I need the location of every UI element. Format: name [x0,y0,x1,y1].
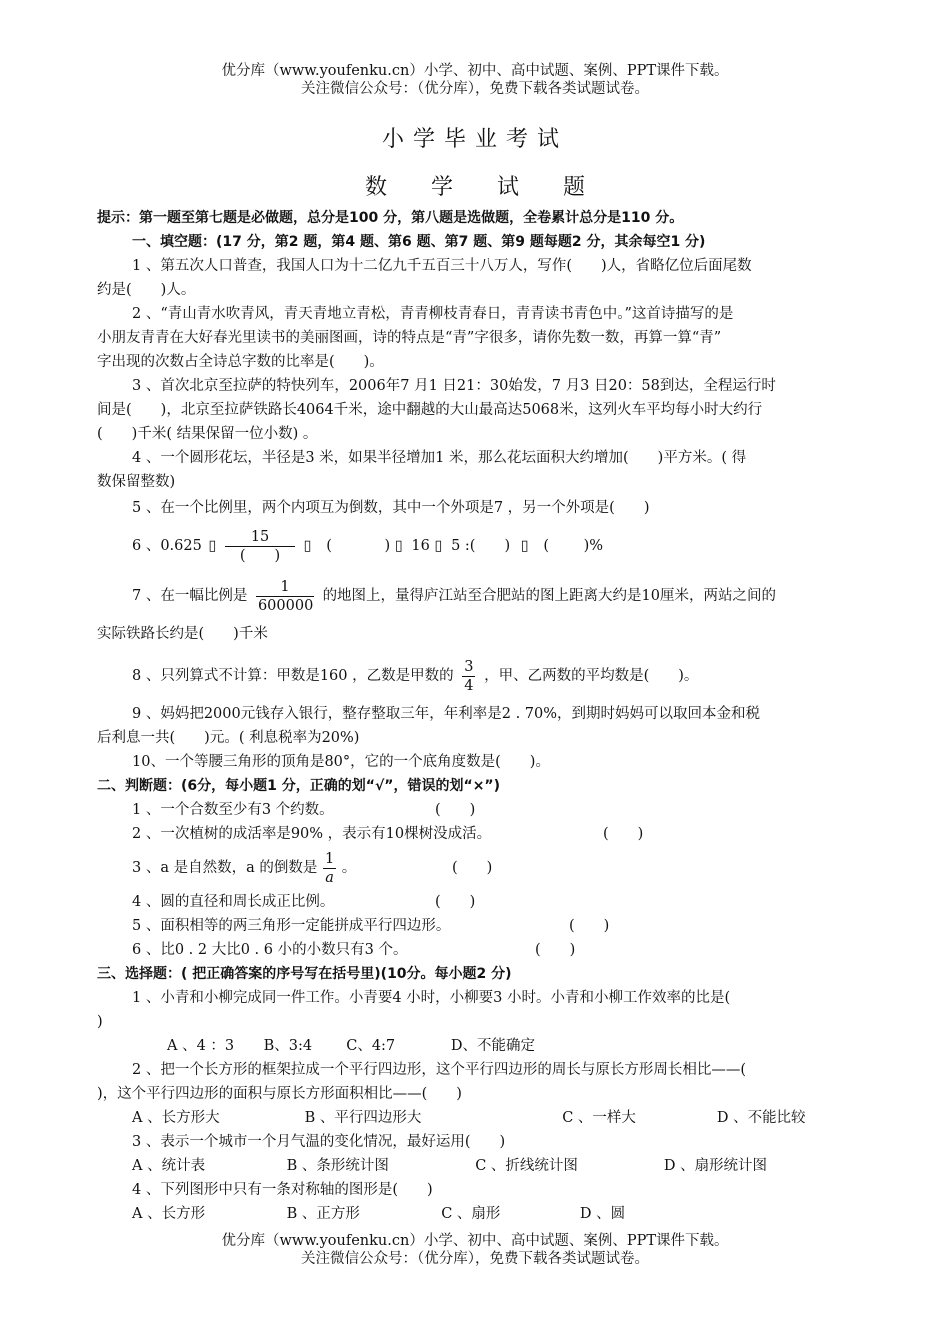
s2-q2-text: 2 、一次植树的成活率是90% ，表示有10棵树没成活。 [132,826,492,842]
equals-box-icon: ▯ [520,538,529,554]
s1-q10: 10、一个等腰三角形的顶角是80°，它的一个底角度数是( )。 [132,754,550,770]
s3-q1-line1: 1 、小青和小柳完成同一件工作。小青要4 小时，小柳要3 小时。小青和小柳工作效率的比是( [132,990,731,1006]
s3-q2-option-b: B 、平行四边形大 [304,1110,422,1126]
exam-content [97,206,855,1226]
s1-q2-line2: 小朋友青青在大好春光里读书的美丽图画，诗的特点是“青”字很多，请你先数一数，再算一算“青” [97,330,722,346]
s1-q8-suffix: ，甲、乙两数的平均数是( )。 [484,668,699,684]
s1-q8-fraction [462,658,475,695]
s2-q1-answer: ( ) [435,802,476,818]
s1-q8-prefix: 8 、只列算式不计算：甲数是160 ，乙数是甲数的 [132,668,454,684]
s2-q2-answer: ( ) [603,826,644,842]
s1-q2-line1: 2 、“青山青水吹青风，青天青地立青松，青青柳枝青春日，青青读书青色中。”这首诗描写的是 [132,306,734,322]
s1-q6-paren-open-2: ( [543,538,549,554]
s2-q5 [97,914,855,938]
s2-q6-answer: ( ) [535,942,576,958]
s1-q9-line2: 后利息一共( )元。( 利息税率为20%) [97,730,360,746]
s2-q1-text: 1 、一个合数至少有3 个约数。 [132,802,334,818]
s2-q4 [97,890,855,914]
section1-heading: 一、填空题：(17 分，第2 题，第4 题、第6 题、第7 题、第9 题每题2 分，其余每空1 分) [132,234,706,250]
header-line-2: 关注微信公众号：（优分库），免费下载各类试题试卷。 [301,81,649,97]
s1-q3-line3: ( )千米( 结果保留一位小数) 。 [97,426,318,442]
s3-q1-option-b: B、3:4 [263,1038,313,1054]
s2-q3-denominator: a [323,868,336,887]
s2-q4-text: 4 、圆的直径和周长成正比例。 [132,894,335,910]
s1-q6-numerator: 15 [250,528,270,545]
footer-line-1: 优分库（www.youfenku.cn）小学、初中、高中试题、案例、PPT课件下载。 [221,1233,729,1249]
s1-q2-line3: 字出现的次数占全诗总字数的比率是( )。 [97,354,384,370]
s2-q3-numerator: 1 [324,850,335,867]
header-line-1: 优分库（www.youfenku.cn）小学、初中、高中试题、案例、PPT课件下载。 [221,63,729,79]
s1-q7-denominator: 600000 [257,597,314,614]
page-footer [0,1232,950,1268]
s3-q3-option-d: D 、扇形统计图 [663,1158,768,1174]
equals-box-icon: ▯ [208,538,217,554]
exam-subject: 数学试题 [364,175,629,200]
s1-q1-line2: 约是( )人。 [97,282,196,298]
page-header [0,62,950,98]
s1-q7-line1 [97,574,855,618]
s3-q1-option-c: C、4:7 [346,1038,396,1054]
s1-q6-fraction [225,528,295,565]
s2-q6 [97,938,855,962]
s1-q1-line1: 1 、第五次人口普查，我国人口为十二亿九千五百三十八万人，写作( )人，省略亿位后面尾数 [132,258,752,274]
s1-q7-prefix: 7 、在一幅比例是 [132,588,248,604]
s3-q3-option-b: B 、条形统计图 [286,1158,389,1174]
equals-box-icon: ▯ [434,538,443,554]
s1-q3-line1: 3 、首次北京至拉萨的特快列车，2006年7 月1 日21：30始发，7 月3 日20：58到达，全程运行时 [132,378,776,394]
s1-q8 [97,654,855,698]
s3-q3-options [97,1154,855,1178]
s2-q4-answer: ( ) [435,894,476,910]
s3-q4-option-c: C 、扇形 [441,1206,501,1222]
s3-q2-line1: 2 、把一个长方形的框架拉成一个平行四边形，这个平行四边形的周长与原长方形周长相比——( [132,1062,746,1078]
s2-q2 [97,822,855,846]
s1-q6 [97,524,855,568]
s1-q7-line2: 实际铁路长约是( )千米 [97,626,268,642]
s3-q2-option-d: D 、不能比较 [716,1110,806,1126]
footer-line-2: 关注微信公众号：（优分库），免费下载各类试题试卷。 [301,1251,649,1267]
s1-q4-line1: 4 、一个圆形花坛，半径是3 米，如果半径增加1 米，那么花坛面积大约增加( )平方米。( 得 [132,450,747,466]
exam-title: 小学毕业考试 [381,127,568,152]
s1-q6-denominator: ( ) [225,546,295,565]
s1-q6-ratio: 5 :( ) [451,538,511,554]
section3-heading: 三、选择题：( 把正确答案的序号写在括号里)(10分。每小题2 分) [97,966,512,982]
s1-q6-sixteen: 16 [411,538,430,554]
s1-q5: 5 、在一个比例里，两个内项互为倒数，其中一个外项是7 ，另一个外项是( ) [132,500,650,516]
s3-q3-option-a: A 、统计表 [132,1158,206,1174]
s2-q5-answer: ( ) [569,918,610,934]
s3-q1-option-d: D、不能确定 [450,1038,535,1054]
s1-q6-percent: )% [583,538,604,554]
s3-q4-options [97,1202,855,1226]
s3-q1-option-a: A 、4 ：3 [167,1038,235,1054]
s1-q7-fraction [256,578,314,615]
s3-q3-option-c: C 、折线统计图 [475,1158,578,1174]
s1-q8-numerator: 3 [464,658,474,675]
s1-q9-line1: 9 、妈妈把2000元钱存入银行，整存整取三年，年利率是2 . 70%，到期时妈妈可以取回本金和税 [132,706,761,722]
s3-q2-option-c: C 、一样大 [562,1110,636,1126]
s3-q4-option-d: D 、圆 [579,1206,626,1222]
exam-hint: 提示：第一题至第七题是必做题，总分是100 分，第八题是选做题，全卷累计总分是110 分。 [97,210,684,226]
equals-box-icon: ▯ [394,538,403,554]
s3-q2-line2: )，这个平行四边形的面积与原长方形面积相比——( ) [97,1086,462,1102]
s3-q4: 4 、下列图形中只有一条对称轴的图形是( ) [132,1182,433,1198]
s1-q7-numerator: 1 [280,578,290,595]
s1-q3-line2: 间是( )，北京至拉萨铁路长4064千米，途中翻越的大山最高达5068米，这列火车平均每小时大约行 [97,402,763,418]
s2-q3-suffix: 。 [341,860,357,876]
s2-q5-text: 5 、面积相等的两三角形一定能拼成平行四边形。 [132,918,451,934]
s3-q3: 3 、表示一个城市一个月气温的变化情况，最好运用( ) [132,1134,506,1150]
s3-q4-option-b: B 、正方形 [286,1206,360,1222]
s1-q6-paren-close: ) [384,538,391,554]
s1-q8-denominator: 4 [464,677,474,694]
s2-q3-answer: ( ) [452,860,493,876]
s1-q6-prefix: 6 、0.625 [132,538,202,554]
s2-q6-text: 6 、比0 . 2 大比0 . 6 小的小数只有3 个。 [132,942,408,958]
s3-q2-options [97,1106,855,1130]
s2-q3-fraction [323,850,336,887]
s1-q4-line2: 数保留整数) [97,474,176,490]
s2-q3 [97,846,855,890]
s3-q4-option-a: A 、长方形 [132,1206,206,1222]
s2-q3-prefix: 3 、a 是自然数，a 的倒数是 [132,860,318,876]
s3-q1-line2: ) [97,1014,103,1030]
s3-q1-options [97,1034,855,1058]
s3-q2-option-a: A 、长方形大 [132,1110,220,1126]
s1-q6-paren-open: ( [326,538,332,554]
section2-heading: 二、判断题：(6分，每小题1 分，正确的划“√”，错误的划“×”) [97,778,501,794]
equals-box-icon: ▯ [303,538,312,554]
s1-q7-suffix: 的地图上，量得庐江站至合肥站的图上距离大约是10厘米，两站之间的 [322,588,777,604]
s2-q1 [97,798,855,822]
